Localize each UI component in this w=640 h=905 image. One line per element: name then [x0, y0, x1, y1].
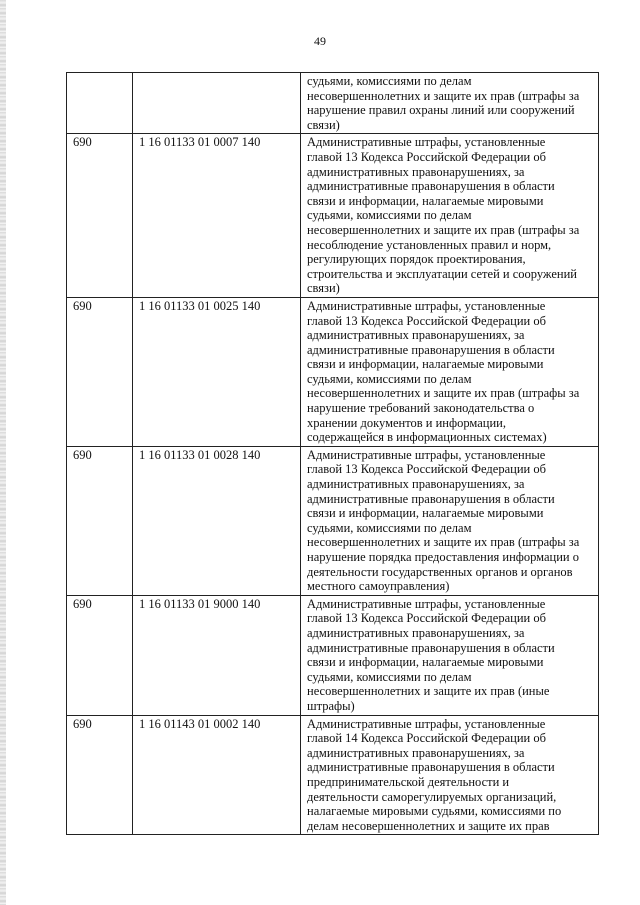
- description-line: налагаемые мировыми судьями, комиссиями по: [307, 804, 562, 819]
- description-line: делам несовершеннолетних и защите их прав: [307, 818, 550, 833]
- description-line: хранении документов и информации,: [307, 415, 506, 430]
- description-line: административных правонарушениях, за: [307, 328, 525, 343]
- description-line: административных правонарушениях, за: [307, 625, 525, 640]
- description-cell: [301, 715, 599, 835]
- description-line: административные правонарушения в области: [307, 640, 555, 655]
- description-line: судьями, комиссиями по делам: [307, 208, 472, 223]
- description-cell: [301, 134, 599, 298]
- description-line: регулирующих порядок проектирования,: [307, 252, 526, 267]
- table-row: [67, 297, 599, 446]
- description-line: связи и информации, налагаемые мировыми: [307, 357, 544, 372]
- description-line: административные правонарушения в области: [307, 491, 555, 506]
- admin-code-cell: 690: [67, 446, 133, 595]
- description-line: административные правонарушения в области: [307, 179, 555, 194]
- description-line: деятельности государственных органов и органов: [307, 564, 573, 579]
- description-line: несоблюдение установленных правил и норм,: [307, 237, 552, 252]
- description-cell: [301, 446, 599, 595]
- admin-code-cell: 690: [67, 595, 133, 715]
- admin-code-cell: 690: [67, 297, 133, 446]
- description-line: местного самоуправления): [307, 579, 450, 594]
- budget-code-cell: 1 16 01133 01 0007 140: [133, 134, 301, 298]
- description-line: содержащейся в информационных системах): [307, 430, 547, 445]
- budget-codes-table: [66, 72, 599, 835]
- description-line: нарушение порядка предоставления информации о: [307, 550, 579, 564]
- scan-edge-artifact: [0, 0, 6, 905]
- table-row: [67, 715, 599, 835]
- description-line: административных правонарушениях, за: [307, 164, 525, 179]
- description-line: административных правонарушениях, за: [307, 477, 525, 492]
- budget-code-cell: [133, 73, 301, 134]
- description-line: судьями, комиссиями по делам: [307, 520, 472, 535]
- budget-code-cell: 1 16 01133 01 9000 140: [133, 595, 301, 715]
- description-line: Административные штрафы, установленные: [307, 596, 546, 611]
- description-line: предпринимательской деятельности и: [307, 774, 510, 789]
- admin-code-cell: 690: [67, 134, 133, 298]
- description-line: главой 13 Кодекса Российской Федерации об: [307, 149, 546, 164]
- table-row: [67, 446, 599, 595]
- description-line: Административные штрафы, установленные: [307, 298, 546, 313]
- description-cell: [301, 73, 599, 134]
- description-line: связи): [307, 281, 340, 296]
- description-line: несовершеннолетних и защите их прав (штрафы за: [307, 222, 580, 237]
- description-line: Административные штрафы, установленные: [307, 135, 546, 150]
- description-line: нарушение требований законодательства о: [307, 401, 535, 416]
- description-cell: [301, 595, 599, 715]
- description-cell: [301, 297, 599, 446]
- description-line: судьями, комиссиями по делам: [307, 669, 472, 684]
- description-line: административные правонарушения в области: [307, 760, 555, 775]
- admin-code-cell: [67, 73, 133, 134]
- description-line: административных правонарушениях, за: [307, 745, 525, 760]
- description-line: строительства и эксплуатации сетей и сооружений: [307, 266, 578, 281]
- admin-code-cell: 690: [67, 715, 133, 835]
- description-line: судьями, комиссиями по делам: [307, 371, 472, 386]
- description-line: главой 13 Кодекса Российской Федерации об: [307, 462, 546, 477]
- description-line: связи и информации, налагаемые мировыми: [307, 506, 544, 521]
- description-line: Административные штрафы, установленные: [307, 447, 546, 462]
- description-line: несовершеннолетних и защите их прав (иные: [307, 684, 550, 699]
- description-line: несовершеннолетних и защите их прав (штрафы за: [307, 88, 580, 103]
- budget-code-cell: 1 16 01133 01 0028 140: [133, 446, 301, 595]
- page-number: 49: [314, 34, 326, 48]
- description-line: главой 14 Кодекса Российской Федерации об: [307, 731, 546, 746]
- budget-code-cell: 1 16 01133 01 0025 140: [133, 297, 301, 446]
- description-line: главой 13 Кодекса Российской Федерации об: [307, 313, 546, 328]
- description-line: штрафы): [307, 698, 355, 713]
- description-line: главой 13 Кодекса Российской Федерации об: [307, 611, 546, 626]
- description-line: судьями, комиссиями по делам: [307, 74, 472, 88]
- budget-code-cell: 1 16 01143 01 0002 140: [133, 715, 301, 835]
- description-line: деятельности саморегулируемых организаций,: [307, 789, 557, 804]
- description-line: связи): [307, 117, 340, 132]
- description-line: несовершеннолетних и защите их прав (штрафы за: [307, 535, 580, 550]
- description-line: связи и информации, налагаемые мировыми: [307, 655, 544, 670]
- description-line: несовершеннолетних и защите их прав (штрафы за: [307, 386, 580, 401]
- table-row: [67, 73, 599, 134]
- table-row: [67, 595, 599, 715]
- table-row: [67, 134, 599, 298]
- description-line: нарушение правил охраны линий или сооружений: [307, 103, 575, 118]
- description-line: Административные штрафы, установленные: [307, 716, 546, 731]
- description-line: связи и информации, налагаемые мировыми: [307, 193, 544, 208]
- table-body: [67, 73, 599, 835]
- description-line: административные правонарушения в области: [307, 342, 555, 357]
